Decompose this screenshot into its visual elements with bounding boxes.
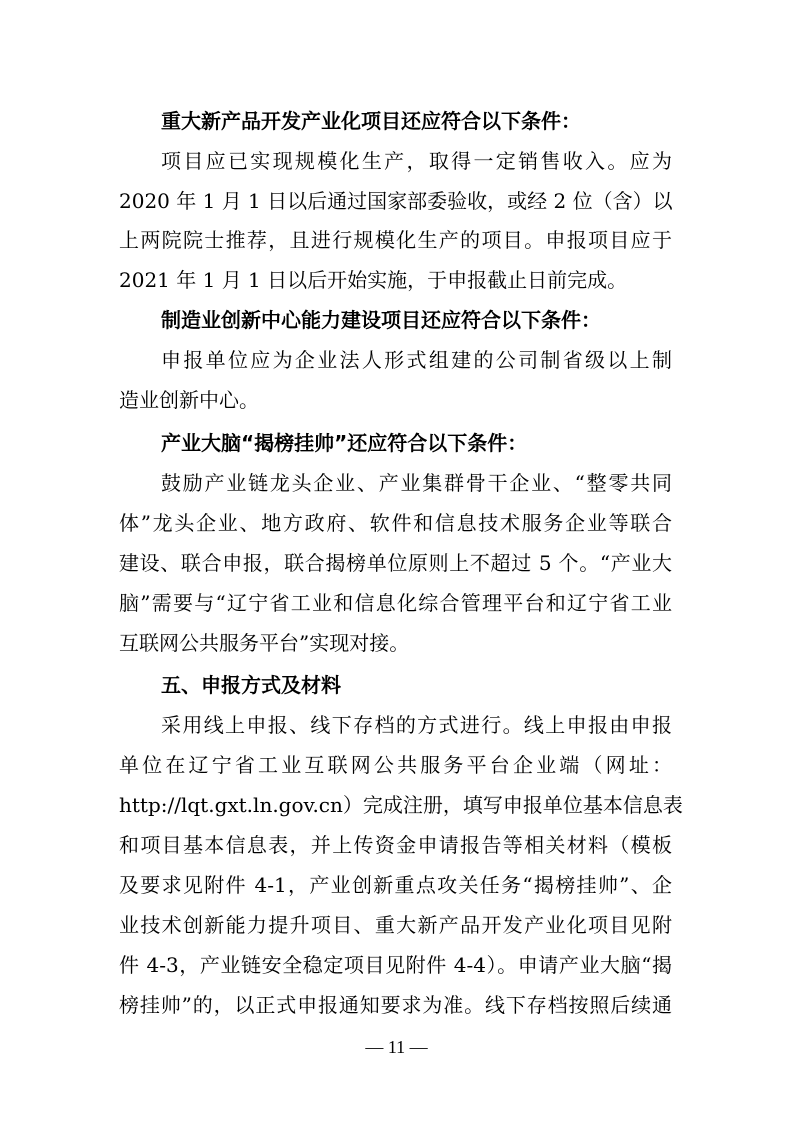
paragraph-line: 建设、联合申报，联合揭榜单位原则上不超过 5 个。“产业大 bbox=[119, 551, 672, 575]
heading-new-product-conditions: 重大新产品开发产业化项目还应符合以下条件： bbox=[161, 109, 581, 133]
paragraph-line: 互联网公共服务平台”实现对接。 bbox=[119, 631, 410, 655]
paragraph-line: 采用线上申报、线下存档的方式进行。线上申报由申报 bbox=[161, 713, 672, 737]
section-heading-five: 五、申报方式及材料 bbox=[161, 673, 341, 697]
paragraph-line: 体”龙头企业、地方政府、软件和信息技术服务企业等联合 bbox=[119, 511, 672, 535]
heading-innovation-center-conditions: 制造业创新中心能力建设项目还应符合以下条件： bbox=[161, 308, 601, 332]
paragraph-line: 上两院院士推荐，且进行规模化生产的项目。申报项目应于 bbox=[119, 228, 672, 252]
paragraph-line: 项目应已实现规模化生产，取得一定销售收入。应为 bbox=[161, 149, 672, 173]
page-number: — 11 — bbox=[365, 1037, 428, 1057]
paragraph-line: 脑”需要与“辽宁省工业和信息化综合管理平台和辽宁省工业 bbox=[119, 591, 672, 615]
paragraph-line: 2021 年 1 月 1 日以后开始实施，于申报截止日前完成。 bbox=[119, 268, 628, 292]
paragraph-line: 造业创新中心。 bbox=[119, 388, 259, 412]
paragraph-line: 榜挂帅”的，以正式申报通知要求为准。线下存档按照后续通 bbox=[119, 993, 672, 1017]
paragraph-line: 鼓励产业链龙头企业、产业集群骨干企业、“整零共同 bbox=[161, 471, 672, 495]
paragraph-line: 和项目基本信息表，并上传资金申请报告等相关材料（模板 bbox=[119, 833, 672, 857]
paragraph-line: 业技术创新能力提升项目、重大新产品开发产业化项目见附 bbox=[119, 913, 672, 937]
paragraph-line: 申报单位应为企业法人形式组建的公司制省级以上制 bbox=[161, 348, 672, 372]
paragraph-line: 单位在辽宁省工业互联网公共服务平台企业端（网址： bbox=[119, 753, 672, 777]
paragraph-line: 件 4-3，产业链安全稳定项目见附件 4-4）。申请产业大脑“揭 bbox=[119, 953, 672, 977]
paragraph-line: 及要求见附件 4-1，产业创新重点攻关任务“揭榜挂帅”、企 bbox=[119, 873, 672, 897]
paragraph-line-url: http://lqt.gxt.ln.gov.cn）完成注册，填写申报单位基本信息表 bbox=[119, 793, 683, 817]
paragraph-line: 2020 年 1 月 1 日以后通过国家部委验收，或经 2 位（含）以 bbox=[119, 189, 673, 213]
heading-industry-brain-conditions: 产业大脑“揭榜挂帅”还应符合以下条件： bbox=[161, 431, 528, 455]
